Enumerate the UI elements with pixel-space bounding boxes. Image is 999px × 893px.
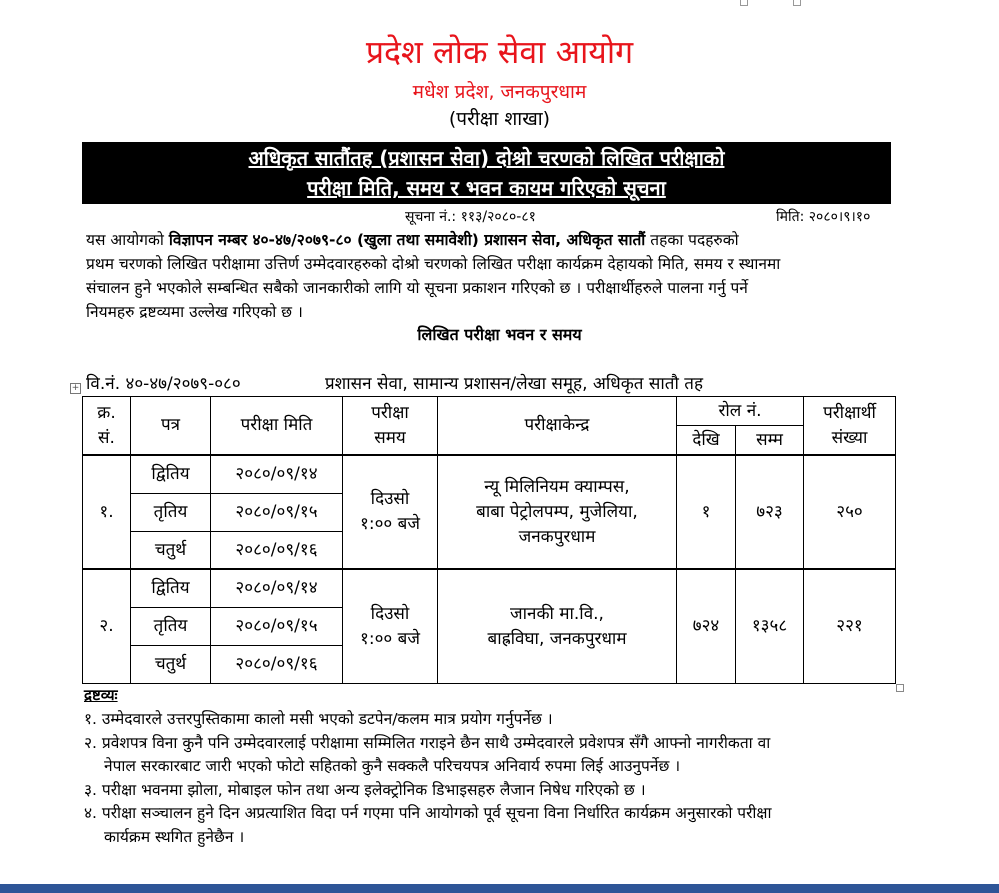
cell-paper: द्वितिय	[131, 569, 211, 607]
cell-time	[343, 455, 438, 569]
header-paper: पत्र	[131, 397, 211, 456]
cell-paper: तृतिय	[131, 493, 211, 531]
cell-text: न्यू मिलिनियम क्याम्पस,	[484, 476, 630, 497]
table-header-row	[83, 397, 896, 426]
notice-number: सूचना नं.: ११३/२०८०-८१	[405, 209, 536, 225]
cell-text: दिउसो	[370, 489, 410, 510]
intro-text: तहका पदहरुको	[645, 231, 739, 249]
table-resize-handle[interactable]	[896, 684, 904, 692]
cell-text: बाबा पेट्रोलपम्प, मुजेलिया,	[476, 501, 638, 522]
header-exam-date: परीक्षा मिति	[211, 397, 343, 456]
cell-date: २०८०/०९/१४	[211, 455, 343, 493]
header-text: सं.	[98, 427, 115, 448]
header-center: परीक्षाकेन्द्र	[438, 397, 677, 456]
advertisement-number: वि.नं. ४०-४७/२०७९-०८०	[86, 374, 241, 394]
section-subtitle: लिखित परीक्षा भवन र समय	[417, 325, 582, 344]
intro-line	[86, 228, 895, 252]
header-text: परीक्षार्थी	[823, 402, 876, 423]
cell-count: २५०	[804, 455, 896, 569]
note-text: ४. परीक्षा सञ्चालन हुने दिन अप्रत्याशित विदा पर्न गएमा पनि आयोगको पूर्व सूचना विना निर्धारित कार्यक्रम अनुसारको परीक्षा	[84, 804, 772, 822]
org-title: प्रदेश लोक सेवा आयोग	[365, 33, 634, 71]
cell-roll-from: ७२४	[677, 569, 736, 683]
note-item	[84, 802, 899, 849]
note-continuation: नेपाल सरकारबाट जारी भएको फोटो सहितको कुनै सक्कलै परिचयपत्र अनिवार्य रुपमा लिई आउनुपर्नेछ ।	[104, 757, 681, 775]
cell-text: जानकी मा.वि.,	[510, 603, 604, 624]
branch-subtitle: (परीक्षा शाखा)	[448, 108, 551, 130]
cell-sn: २.	[83, 569, 131, 683]
notice-banner	[82, 142, 891, 204]
intro-line: नियमहरु द्रष्टव्यमा उल्लेख गरिएको छ ।	[86, 303, 303, 321]
cell-text: जनकपुरधाम	[518, 526, 596, 547]
cell-text: १:०० बजे	[360, 514, 420, 535]
table-row	[83, 569, 896, 607]
cell-date: २०८०/०९/१५	[211, 607, 343, 645]
note-continuation: कार्यक्रम स्थगित हुनेछैन ।	[104, 827, 245, 846]
header-sn	[83, 397, 131, 456]
header-text: समय	[374, 427, 406, 448]
intro-bold-text: विज्ञापन नम्बर ४०-४७/२०७९-८० (खुला तथा समावेशी) प्रशासन सेवा, अधिकृत सातौं	[168, 231, 646, 249]
intro-line: प्रथम चरणको लिखित परीक्षामा उत्तिर्ण उम्मेदवारहरुको दोश्रो चरणको लिखित परीक्षा कार्यक्रम देहायको मिति, समय र स्थानमा	[86, 255, 781, 273]
note-text: २. प्रवेशपत्र विना कुनै पनि उम्मेदवारलाई परीक्षामा सम्मिलित गराइने छैन साथै उम्मेदवारले प्रवेशपत्र सँगै आफ्नो नागरीकता वा	[84, 733, 771, 752]
note-item: १. उम्मेदवारले उत्तरपुस्तिकामा कालो मसी भएको डटपेन/कलम मात्र प्रयोग गर्नुपर्नेछ ।	[84, 710, 553, 728]
note-item: ३. परीक्षा भवनमा झोला, मोबाइल फोन तथा अन्य इलेक्ट्रोनिक डिभाइसहरु लैजान निषेध गरिएको छ ।	[84, 780, 646, 799]
page-corner-mark	[740, 0, 748, 6]
exam-schedule-table	[82, 396, 896, 684]
intro-text: यस आयोगको	[86, 231, 169, 249]
cell-count: २२१	[804, 569, 896, 683]
cell-time	[343, 569, 438, 683]
cell-sn: १.	[83, 455, 131, 569]
cell-paper: द्वितिय	[131, 455, 211, 493]
header-exam-time	[343, 397, 438, 456]
cell-roll-to: ७२३	[736, 455, 804, 569]
cell-text: बाह्रविघा, जनकपुरधाम	[487, 628, 627, 649]
banner-line-1: अधिकृत सातौंतह (प्रशासन सेवा) दोश्रो चरणको लिखित परीक्षाको	[248, 146, 725, 170]
intro-paragraph	[86, 228, 895, 324]
table-row	[83, 455, 896, 493]
banner-line-2: परीक्षा मिति, समय र भवन कायम गरिएको सूचना	[307, 176, 666, 200]
header-roll-from: देखि	[677, 426, 736, 456]
header-count	[804, 397, 896, 456]
notice-date: मिति: २०८०।९।१०	[776, 209, 871, 225]
note-item	[84, 732, 899, 779]
page-corner-mark	[793, 0, 801, 6]
cell-date: २०८०/०९/१६	[211, 531, 343, 569]
table-move-handle[interactable]: +	[71, 383, 80, 393]
cell-roll-to: १३५८	[736, 569, 804, 683]
cell-date: २०८०/०९/१४	[211, 569, 343, 607]
cell-center	[438, 569, 677, 683]
window-bottom-bar	[0, 884, 999, 893]
notes-heading: द्रष्टव्यः	[84, 686, 118, 704]
province-subtitle: मधेश प्रदेश, जनकपुरधाम	[412, 81, 587, 103]
header-text: क्र.	[97, 402, 116, 423]
notes-list	[84, 708, 899, 849]
header-text: संख्या	[831, 427, 868, 448]
cell-center	[438, 455, 677, 569]
cell-text: दिउसो	[370, 603, 410, 624]
cell-paper: चतुर्थ	[131, 531, 211, 569]
intro-line: संचालन हुने भएकोले सम्बन्धित सबैको जानकारीको लागि यो सूचना प्रकाशन गरिएको छ । परीक्षार्थीहरुले पालना गर्नु पर्ने	[86, 279, 748, 297]
cell-text: १:०० बजे	[360, 628, 420, 649]
header-roll-no: रोल नं.	[677, 397, 804, 426]
header-text: परीक्षा	[371, 402, 409, 423]
service-group: प्रशासन सेवा, सामान्य प्रशासन/लेखा समूह, अधिकृत सातौ तह	[325, 374, 703, 394]
header-roll-to: सम्म	[736, 426, 804, 456]
cell-roll-from: १	[677, 455, 736, 569]
cell-date: २०८०/०९/१५	[211, 493, 343, 531]
cell-date: २०८०/०९/१६	[211, 645, 343, 683]
cell-paper: तृतिय	[131, 607, 211, 645]
cell-paper: चतुर्थ	[131, 645, 211, 683]
